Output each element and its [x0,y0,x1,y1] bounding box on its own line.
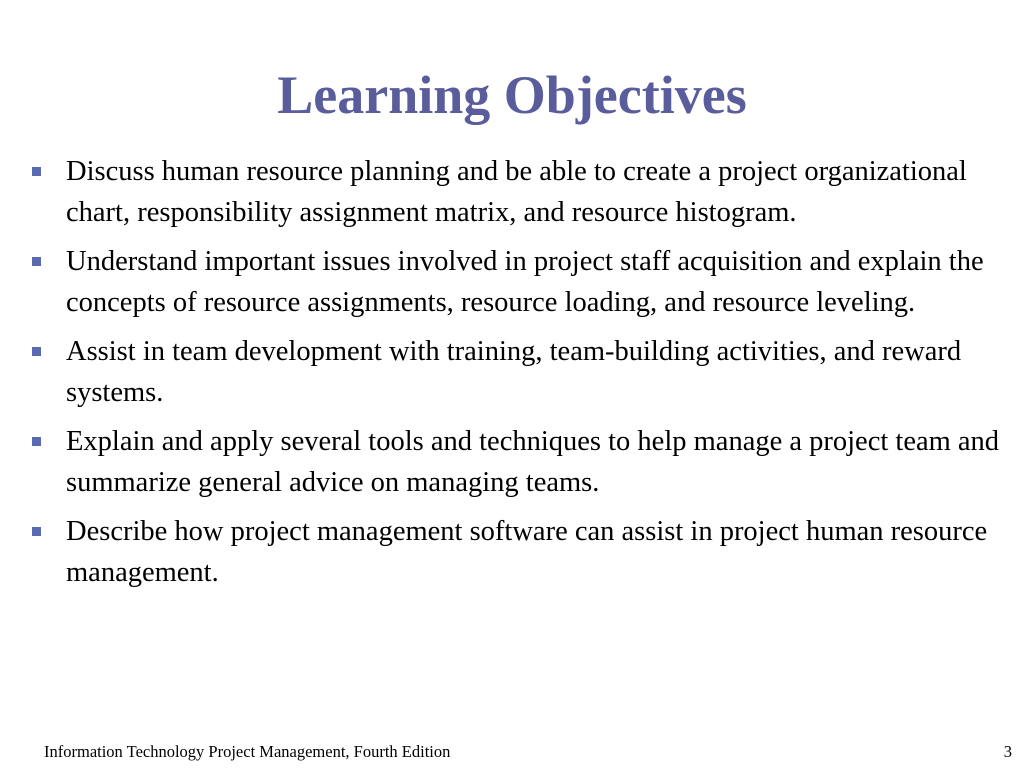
list-item [28,422,1003,503]
bullet-text: Discuss human resource planning and be able to create a project organizational chart, responsibility assignment matrix, and resource histogram. [66,156,967,228]
list-item [28,332,1003,413]
bullet-text: Describe how project management software can assist in project human resource management. [66,516,988,588]
square-bullet-icon [32,437,41,446]
footer-source: Information Technology Project Management, Fourth Edition [44,742,451,761]
bullet-text: Assist in team development with training, team-building activities, and reward systems. [66,336,962,408]
list-item [28,512,1003,593]
bullet-text: Understand important issues involved in project staff acquisition and explain the concepts of resource assignments, resource loading, and resource leveling. [66,246,984,318]
square-bullet-icon [32,167,41,176]
square-bullet-icon [32,347,41,356]
list-item [28,152,1003,233]
square-bullet-icon [32,257,41,266]
slide-title: Learning Objectives [277,65,747,125]
bullet-text: Explain and apply several tools and techniques to help manage a project team and summarize general advice on managing teams. [66,426,1000,498]
list-item [28,242,1003,323]
objectives-list [28,152,1003,602]
page-number: 3 [1003,742,1012,761]
square-bullet-icon [32,527,41,536]
